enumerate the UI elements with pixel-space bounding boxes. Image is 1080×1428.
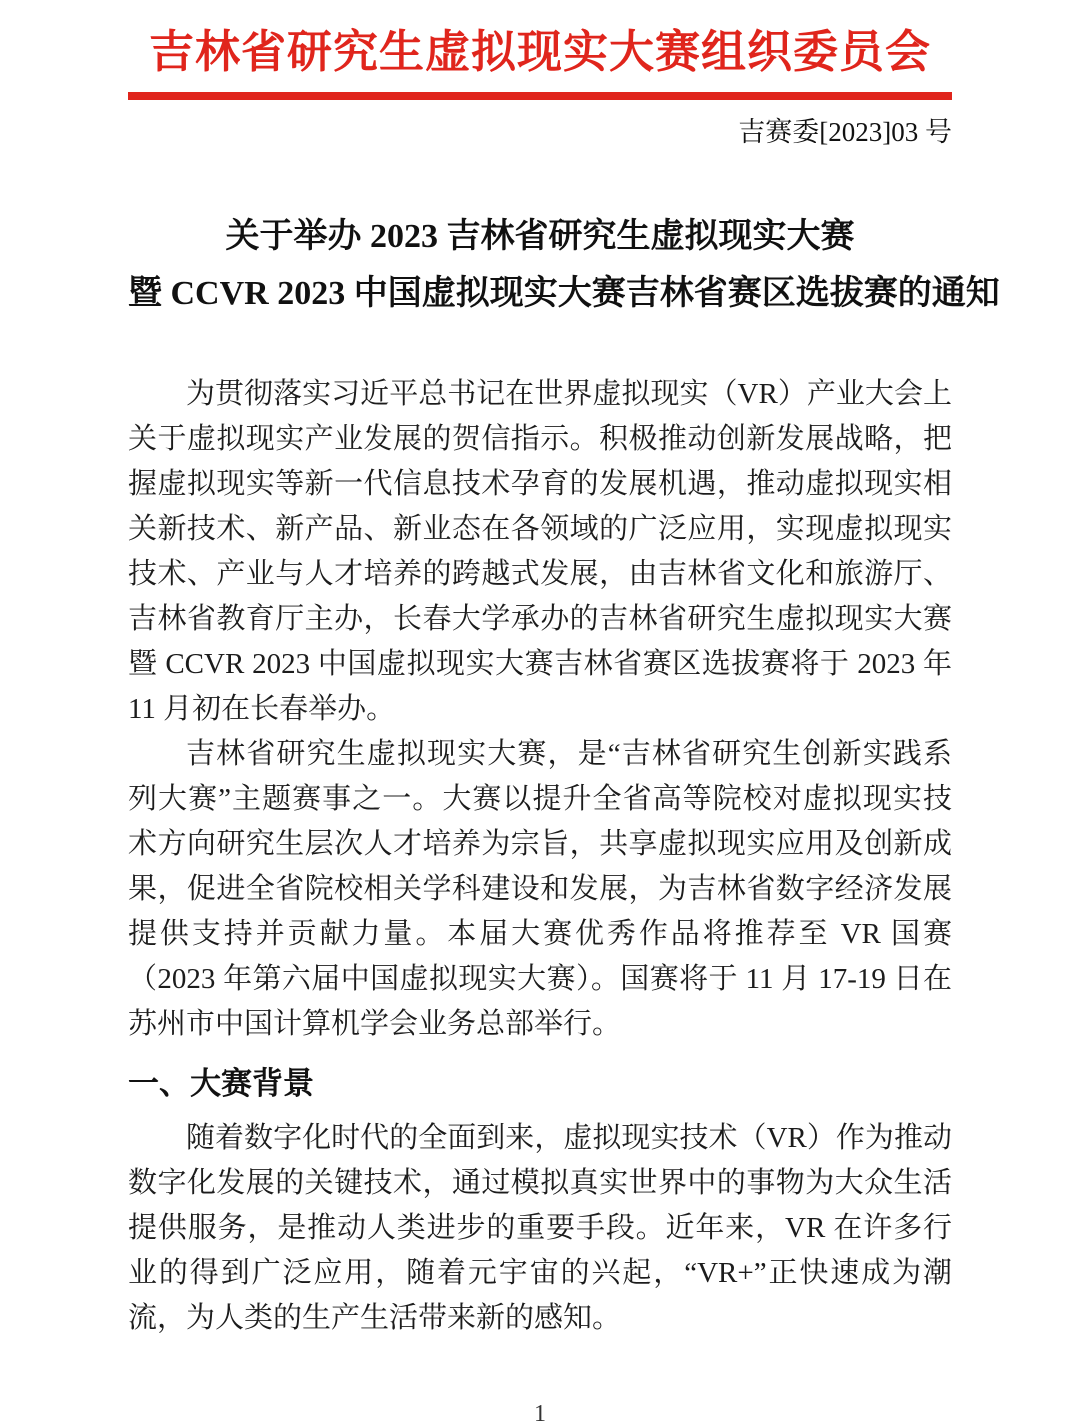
letterhead — [128, 24, 952, 150]
notice-title — [128, 208, 1000, 322]
paragraph-intro-2: 吉林省研究生虚拟现实大赛，是“吉林省研究生创新实践系列大赛”主题赛事之一。大赛以提升全省高等院校对虚拟现实技术方向研究生层次人才培养为宗旨，共享虚拟现实应用及创新成果，促进全省院校相关学科建设和发展，为吉林省数字经济发展提供支持并贡献力量。本届大赛优秀作品将推荐至 VR 国赛（2023 年第六届中国虚拟现实大赛）。国赛将于 11 月 17-19 日在苏州市中国计算机学会业务总部举行。 — [128, 738, 952, 1040]
issuing-org-title: 吉林省研究生虚拟现实大赛组织委员会 — [148, 26, 931, 77]
document-number: 吉赛委[2023]03 号 — [738, 117, 952, 147]
section-heading-competition-background: 一、大赛背景 — [128, 1066, 314, 1101]
page-number: 1 — [534, 1401, 546, 1427]
notice-body — [128, 372, 952, 1341]
paragraph-intro-1: 为贯彻落实习近平总书记在世界虚拟现实（VR）产业大会上关于虚拟现实产业发展的贺信指示。积极推动创新发展战略，把握虚拟现实等新一代信息技术孕育的发展机遇，推动虚拟现实相关新技术、新产品、新业态在各领域的广泛应用，实现虚拟现实技术、产业与人才培养的跨越式发展，由吉林省文化和旅游厅、吉林省教育厅主办，长春大学承办的吉林省研究生虚拟现实大赛暨 CCVR 2023 中国虚拟现实大赛吉林省赛区选拔赛将于 2023 年 11 月初在长春举办。 — [128, 378, 952, 725]
paragraph-background-1: 随着数字化时代的全面到来，虚拟现实技术（VR）作为推动数字化发展的关键技术，通过模拟真实世界中的事物为大众生活提供服务，是推动人类进步的重要手段。近年来，VR 在许多行业的得到广泛应用，随着元宇宙的兴起，“VR+”正快速成为潮流，为人类的生产生活带来新的感知。 — [128, 1122, 952, 1334]
notice-title-line2: 暨 CCVR 2023 中国虚拟现实大赛吉林省赛区选拔赛的通知 — [128, 275, 1000, 312]
red-divider-line — [128, 92, 952, 100]
notice-title-line1: 关于举办 2023 吉林省研究生虚拟现实大赛 — [225, 218, 855, 255]
